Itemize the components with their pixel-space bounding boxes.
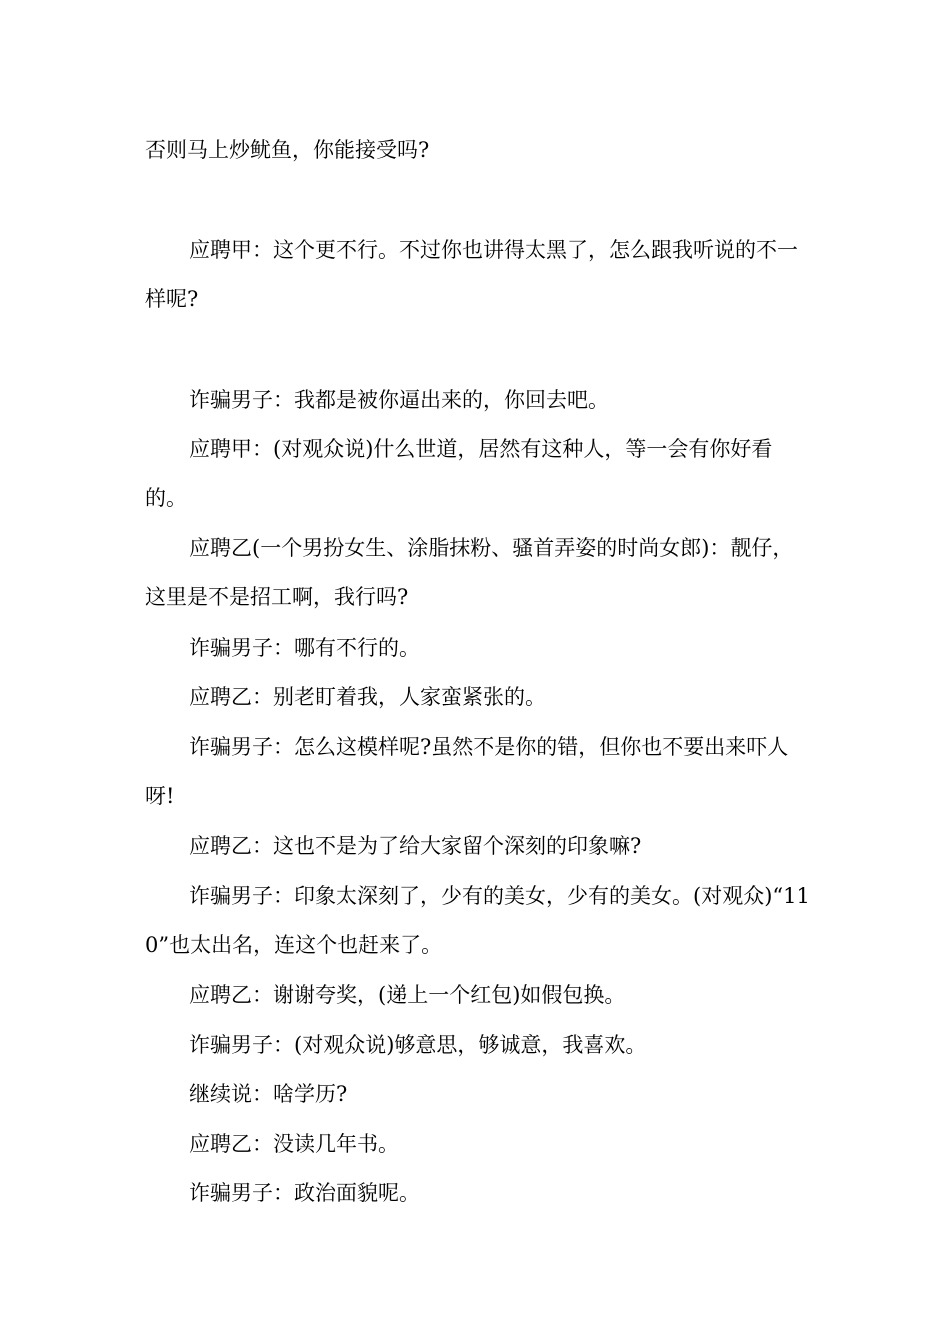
paragraph-14: 应聘乙：没读几年书。 xyxy=(189,1132,399,1156)
paragraph-9: 应聘乙：这也不是为了给大家留个深刻的印象嘛? xyxy=(189,834,642,858)
paragraph-4: 应聘甲：(对观众说)什么世道，居然有这种人，等一会有你好看的。 xyxy=(145,437,773,510)
paragraph-11: 应聘乙：谢谢夸奖，(递上一个红包)如假包换。 xyxy=(189,983,626,1007)
paragraph-3: 诈骗男子：我都是被你逼出来的，你回去吧。 xyxy=(189,388,609,412)
paragraph-12: 诈骗男子：(对观众说)够意思，够诚意，我喜欢。 xyxy=(189,1033,647,1057)
paragraph-1: 否则马上炒鱿鱼，你能接受吗? xyxy=(145,138,430,162)
paragraph-15: 诈骗男子：政治面貌呢。 xyxy=(189,1181,420,1205)
paragraph-13: 继续说：啥学历? xyxy=(189,1082,348,1106)
paragraph-10: 诈骗男子：印象太深刻了，少有的美女，少有的美女。(对观众)“110”也太出名，连这个也赶来了。 xyxy=(145,884,810,957)
paragraph-7: 应聘乙：别老盯着我，人家蛮紧张的。 xyxy=(189,685,546,709)
paragraph-5: 应聘乙(一个男扮女生、涂脂抹粉、骚首弄姿的时尚女郎)：靓仔，这里是不是招工啊，我行吗? xyxy=(145,536,794,609)
paragraph-6: 诈骗男子：哪有不行的。 xyxy=(189,636,420,660)
paragraph-8: 诈骗男子：怎么这模样呢?虽然不是你的错，但你也不要出来吓人呀! xyxy=(145,735,789,808)
paragraph-2: 应聘甲：这个更不行。不过你也讲得太黑了，怎么跟我听说的不一样呢? xyxy=(145,238,798,311)
